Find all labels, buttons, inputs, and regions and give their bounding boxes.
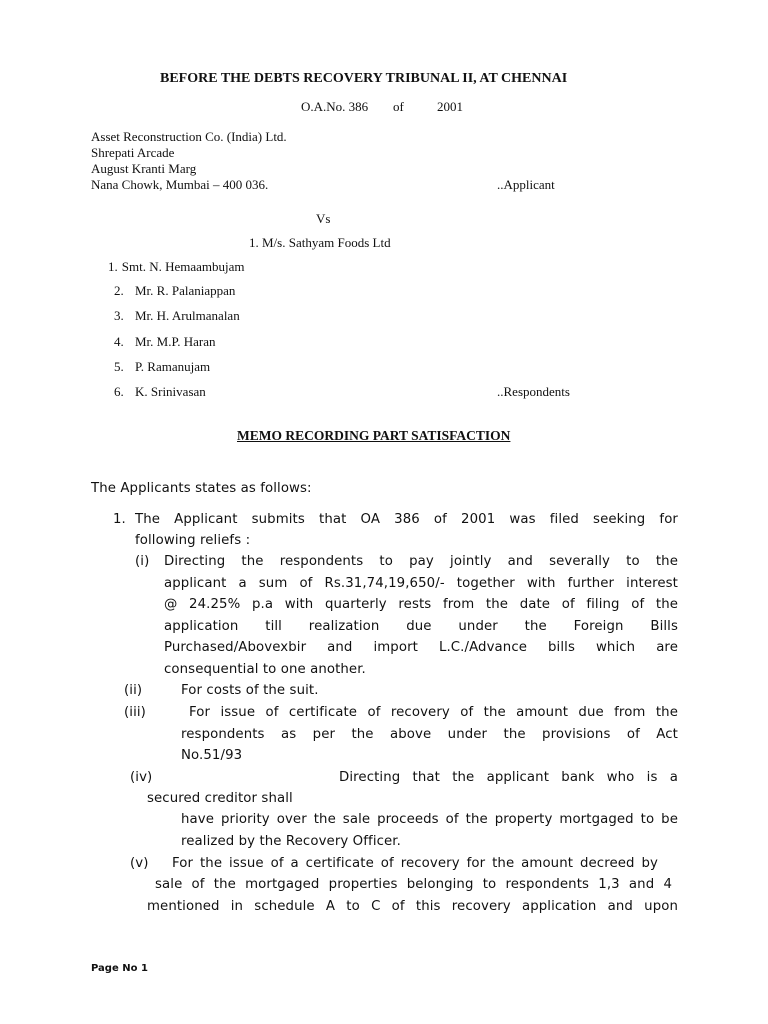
relief-i-line: Purchased/Abovexbir and import L.C./Advance bills which are <box>164 640 678 655</box>
respondent-name: Mr. R. Palaniappan <box>135 283 236 298</box>
respondents-label: ..Respondents <box>497 384 570 399</box>
item1-line: following reliefs : <box>135 533 251 548</box>
relief-i-line: application till realization due under the Foreign Bills <box>164 619 678 634</box>
relief-iv-line: secured creditor shall <box>147 791 293 806</box>
relief-number: (i) <box>135 554 150 569</box>
relief-v-line: sale of the mortgaged properties belonging to respondents 1,3 and 4 <box>155 877 672 892</box>
relief-iii-line: No.51/93 <box>181 748 243 763</box>
relief-iv-line: have priority over the sale proceeds of the property mortgaged to be <box>181 812 678 827</box>
relief-i-line: consequential to one another. <box>164 662 366 677</box>
applicant-address-line: August Kranti Marg <box>91 161 197 176</box>
relief-iv-line: Directing that the applicant bank who is a <box>339 770 678 785</box>
respondent-name: Mr. M.P. Haran <box>135 334 216 349</box>
respondent-number: 5. <box>114 359 124 374</box>
respondent-number: 1. <box>108 259 118 274</box>
respondent-item <box>108 259 245 275</box>
relief-v-line: mentioned in schedule A to C of this recovery application and upon <box>147 899 678 914</box>
applicant-label: ..Applicant <box>497 177 555 192</box>
respondent-name: K. Srinivasan <box>135 384 206 399</box>
relief-iii-line: respondents as per the above under the provisions of Act <box>181 727 678 742</box>
respondent-name: P. Ramanujam <box>135 359 211 374</box>
relief-ii-text: For costs of the suit. <box>181 683 319 698</box>
oa-number: O.A.No. 386 <box>301 99 369 114</box>
item-number: 1. <box>113 512 126 527</box>
respondent-number: 6. <box>114 384 124 399</box>
respondent-main: 1. M/s. Sathyam Foods Ltd <box>249 235 391 250</box>
relief-number: (ii) <box>124 683 143 698</box>
oa-year: 2001 <box>437 99 463 114</box>
respondent-item <box>114 283 124 299</box>
relief-number: (iii) <box>124 705 146 720</box>
relief-number: (iv) <box>130 770 153 785</box>
relief-number: (v) <box>130 856 149 871</box>
page-number: Page No 1 <box>91 963 148 974</box>
relief-iii-line: For issue of certificate of recovery of the amount due from the <box>189 705 678 720</box>
relief-i-line: @ 24.25% p.a with quarterly rests from the date of filing of the <box>164 597 678 612</box>
respondent-number: 3. <box>114 308 124 323</box>
relief-i-line: applicant a sum of Rs.31,74,19,650/- together with further interest <box>164 576 678 591</box>
oa-of: of <box>393 99 404 114</box>
applicant-address-line: Shrepati Arcade <box>91 145 175 160</box>
applicant-address-line: Nana Chowk, Mumbai – 400 036. <box>91 177 269 192</box>
respondent-number: 4. <box>114 334 124 349</box>
document-heading: BEFORE THE DEBTS RECOVERY TRIBUNAL II, AT CHENNAI <box>160 71 568 86</box>
item1-line: The Applicant submits that OA 386 of 2001 was filed seeking for <box>135 512 678 527</box>
versus: Vs <box>316 211 331 226</box>
respondent-name: Smt. N. Hemaambujam <box>121 259 245 274</box>
memo-title: MEMO RECORDING PART SATISFACTION <box>237 428 511 443</box>
relief-iv-line: realized by the Recovery Officer. <box>181 834 401 849</box>
relief-v-line: For the issue of a certificate of recovery for the amount decreed by <box>172 856 658 871</box>
applicant-address-line: Asset Reconstruction Co. (India) Ltd. <box>91 129 287 144</box>
intro-text: The Applicants states as follows: <box>91 481 312 496</box>
respondent-number: 2. <box>114 283 124 298</box>
relief-i-line: Directing the respondents to pay jointly and severally to the <box>164 554 678 569</box>
respondent-name: Mr. H. Arulmanalan <box>135 308 240 323</box>
